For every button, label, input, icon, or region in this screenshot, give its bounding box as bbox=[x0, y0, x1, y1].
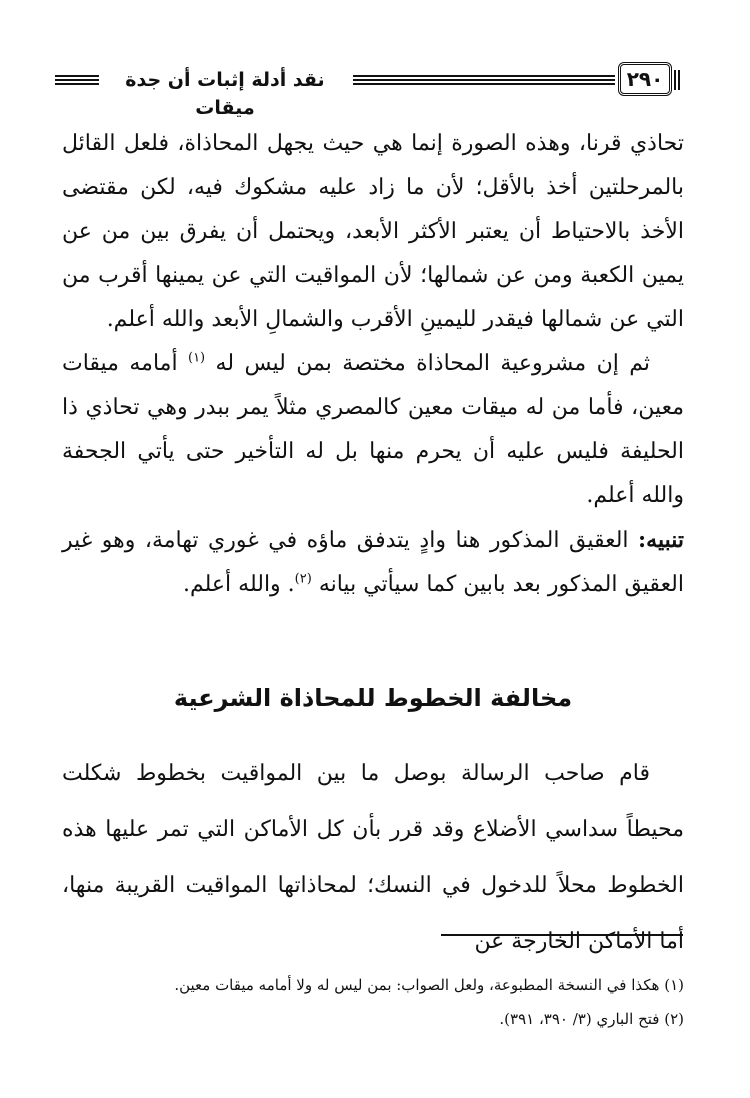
section-text bbox=[62, 746, 684, 970]
footnote-separator bbox=[441, 934, 683, 936]
section-heading: مخالفة الخطوط للمحاذاة الشرعية bbox=[173, 684, 573, 712]
paragraph-2-part-2: أمامه ميقات معين، فأما من له ميقات معين كالمصري مثلاً يمر ببدر وهي تحاذي ذا الحليفة فليس عليه أن يحرم منها بل له التأخير حتى يأتي الجحفة والله أعلم. bbox=[62, 351, 684, 508]
paragraph-3-part-2: . والله أعلم. bbox=[183, 572, 295, 597]
header-rule-middle bbox=[353, 75, 615, 85]
paragraph-1: تحاذي قرنا، وهذه الصورة إنما هي حيث يجهل المحاذاة، فلعل القائل بالمرحلتين أخذ بالأقل؛ لأن ما زاد عليه مشكوك فيه، لكن مقتضى الأخذ بالاحتياط أن يعتبر الأكثر الأبعد، ويحتمل أن يفرق بين من عن يمين الكعبة ومن عن شمالها؛ لأن المواقيت التي عن يمينها أقرب من التي عن شمالها فيقدر لليمينِ الأقرب والشمالِ الأبعد والله أعلم. bbox=[62, 131, 684, 332]
footnotes bbox=[62, 972, 684, 1040]
paragraph-3-part-1: العقيق المذكور هنا وادٍ يتدفق ماؤه في غوري تهامة، وهو غير العقيق المذكور بعد بابين كما سيأتي بيانه bbox=[62, 528, 684, 597]
paragraph-3 bbox=[62, 518, 684, 607]
paragraph-2 bbox=[62, 342, 684, 518]
section-paragraph: قام صاحب الرسالة بوصل ما بين المواقيت بخطوط شكلت محيطاً سداسي الأضلاع وقد قرر بأن كل الأماكن التي تمر عليها هذه الخطوط محلاً للدخول في النسك؛ لمحاذاتها المواقيت القريبة منها، أما الأماكن الخارجة عن bbox=[62, 761, 684, 954]
main-text bbox=[62, 122, 684, 607]
header-rule-left bbox=[55, 75, 99, 85]
notice-label: تنبيه: bbox=[638, 527, 684, 553]
footnote-ref-1: (١) bbox=[187, 350, 206, 366]
page-number: ٢٩٠ bbox=[618, 62, 672, 96]
running-title: نقد أدلة إثبات أن جدة ميقات bbox=[125, 69, 325, 119]
running-header bbox=[55, 62, 680, 119]
footnote-1: (١) هكذا في النسخة المطبوعة، ولعل الصواب: بمن ليس له ولا أمامه ميقات معين. bbox=[174, 976, 684, 994]
footnote-ref-2: (٢) bbox=[294, 571, 312, 587]
header-rule-end-cap bbox=[674, 70, 680, 90]
footnote-2: (٢) فتح الباري (٣/ ٣٩٠، ٣٩١). bbox=[499, 1010, 684, 1028]
paragraph-2-part-1: ثم إن مشروعية المحاذاة مختصة بمن ليس له bbox=[215, 351, 651, 376]
